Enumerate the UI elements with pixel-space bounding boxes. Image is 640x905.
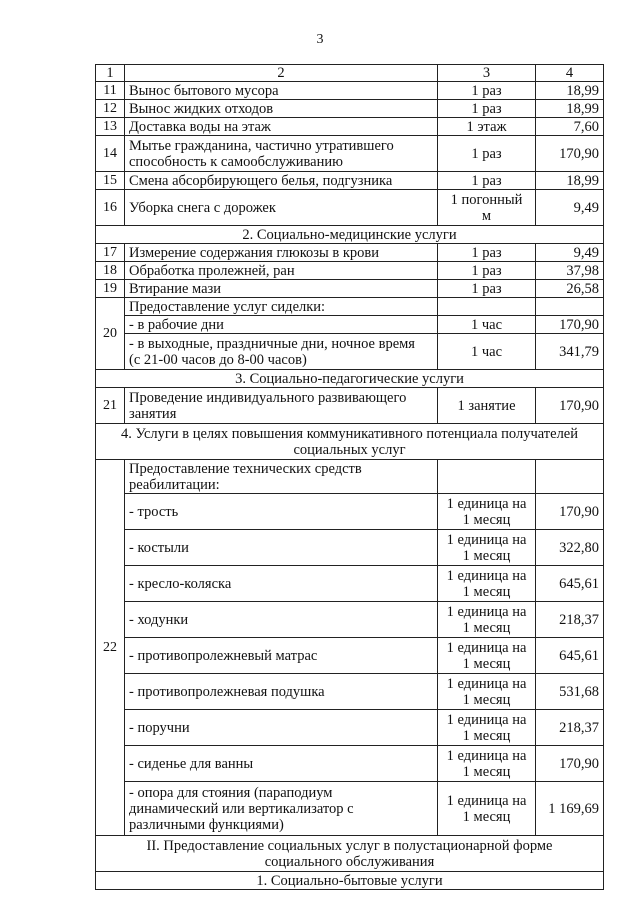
row-number: 13: [96, 118, 125, 136]
header-col-4: 4: [536, 65, 604, 82]
service-name: Обработка пролежней, ран: [125, 262, 438, 280]
service-name: - ходунки: [125, 602, 438, 638]
section-header-row: [96, 424, 604, 460]
service-name: - поручни: [125, 710, 438, 746]
table-row: [96, 280, 604, 298]
service-name: - противопролежневая подушка: [125, 674, 438, 710]
table-header-row: [96, 65, 604, 82]
service-unit: 1 раз: [438, 244, 536, 262]
row-number: 16: [96, 190, 125, 226]
table-subrow: [96, 602, 604, 638]
service-price: 170,90: [536, 316, 604, 334]
table-row: [96, 118, 604, 136]
service-unit: 1 единица на 1 месяц: [438, 638, 536, 674]
section-header-row: [96, 226, 604, 244]
service-price: 18,99: [536, 100, 604, 118]
row-number: 21: [96, 388, 125, 424]
service-price: 322,80: [536, 530, 604, 566]
service-name: - противопролежневый матрас: [125, 638, 438, 674]
service-name: Мытье гражданина, частично утратившего способность к самообслуживанию: [125, 136, 438, 172]
service-price: 170,90: [536, 746, 604, 782]
section-header-row: [96, 836, 604, 872]
service-name: Смена абсорбирующего белья, подгузника: [125, 172, 438, 190]
table-row: [96, 244, 604, 262]
service-name: Вынос бытового мусора: [125, 82, 438, 100]
service-price: 218,37: [536, 602, 604, 638]
row-number: 20: [96, 298, 125, 370]
row-number: 19: [96, 280, 125, 298]
row-number: 18: [96, 262, 125, 280]
service-price: 170,90: [536, 494, 604, 530]
service-group-title: Предоставление технических средств реабилитации:: [125, 460, 438, 494]
service-name: - кресло-коляска: [125, 566, 438, 602]
row-number: 15: [96, 172, 125, 190]
service-unit: 1 раз: [438, 136, 536, 172]
service-unit: 1 этаж: [438, 118, 536, 136]
table-row: [96, 388, 604, 424]
table-subrow: [96, 566, 604, 602]
section-title: 4. Услуги в целях повышения коммуникативного потенциала получателей социальных услуг: [96, 424, 604, 460]
service-name: Измерение содержания глюкозы в крови: [125, 244, 438, 262]
service-unit: 1 единица на 1 месяц: [438, 530, 536, 566]
service-unit: 1 занятие: [438, 388, 536, 424]
service-name: - трость: [125, 494, 438, 530]
service-name: Доставка воды на этаж: [125, 118, 438, 136]
table-subrow: [96, 530, 604, 566]
service-name: Проведение индивидуального развивающего занятия: [125, 388, 438, 424]
table-row: [96, 172, 604, 190]
service-unit: 1 раз: [438, 262, 536, 280]
table-subrow: [96, 782, 604, 836]
row-number: 11: [96, 82, 125, 100]
service-unit: 1 час: [438, 316, 536, 334]
table-subrow: [96, 710, 604, 746]
service-unit: 1 раз: [438, 172, 536, 190]
service-unit: 1 единица на 1 месяц: [438, 710, 536, 746]
service-unit: 1 час: [438, 334, 536, 370]
table-row: [96, 460, 604, 494]
service-price: 645,61: [536, 638, 604, 674]
service-name: - в выходные, праздничные дни, ночное время (с 21-00 часов до 8-00 часов): [125, 334, 438, 370]
service-price: 341,79: [536, 334, 604, 370]
service-unit: 1 раз: [438, 280, 536, 298]
header-col-1: 1: [96, 65, 125, 82]
service-price: 170,90: [536, 388, 604, 424]
table-subrow: [96, 746, 604, 782]
page-number: 3: [316, 32, 324, 47]
service-name: Вынос жидких отходов: [125, 100, 438, 118]
table-subrow: [96, 494, 604, 530]
service-unit: 1 единица на 1 месяц: [438, 746, 536, 782]
service-price: 26,58: [536, 280, 604, 298]
section-title: 2. Социально-медицинские услуги: [96, 226, 604, 244]
service-unit: 1 погонный м: [438, 190, 536, 226]
table-subrow: [96, 674, 604, 710]
section-header-row: [96, 370, 604, 388]
row-number: 22: [96, 460, 125, 836]
row-number: 14: [96, 136, 125, 172]
service-unit: 1 единица на 1 месяц: [438, 674, 536, 710]
service-price: 9,49: [536, 244, 604, 262]
row-number: 17: [96, 244, 125, 262]
service-unit: 1 раз: [438, 100, 536, 118]
service-unit: 1 единица на 1 месяц: [438, 566, 536, 602]
header-col-3: 3: [438, 65, 536, 82]
service-price: 18,99: [536, 82, 604, 100]
service-name: - опора для стояния (параподиум динамический или вертикализатор с различными функциями): [125, 782, 438, 836]
service-price-empty: [536, 298, 604, 316]
service-name: - в рабочие дни: [125, 316, 438, 334]
service-unit: 1 единица на 1 месяц: [438, 494, 536, 530]
table-row: [96, 100, 604, 118]
service-name: Уборка снега с дорожек: [125, 190, 438, 226]
service-price: 531,68: [536, 674, 604, 710]
service-name: Втирание мази: [125, 280, 438, 298]
service-unit-empty: [438, 298, 536, 316]
table-row: [96, 262, 604, 280]
section-title: 1. Социально-бытовые услуги: [96, 872, 604, 890]
service-price-empty: [536, 460, 604, 494]
row-number: 12: [96, 100, 125, 118]
section-title: II. Предоставление социальных услуг в полустационарной форме социального обслуживания: [96, 836, 604, 872]
service-price: 7,60: [536, 118, 604, 136]
tariff-table: [95, 64, 604, 890]
table-subrow: [96, 638, 604, 674]
service-price: 18,99: [536, 172, 604, 190]
service-unit: 1 единица на 1 месяц: [438, 782, 536, 836]
service-price: 218,37: [536, 710, 604, 746]
service-unit: 1 единица на 1 месяц: [438, 602, 536, 638]
service-price: 9,49: [536, 190, 604, 226]
section-title: 3. Социально-педагогические услуги: [96, 370, 604, 388]
service-price: 37,98: [536, 262, 604, 280]
section-header-row: [96, 872, 604, 890]
table-subrow: [96, 334, 604, 370]
header-col-2: 2: [125, 65, 438, 82]
table-row: [96, 82, 604, 100]
table-row: [96, 298, 604, 316]
service-price: 1 169,69: [536, 782, 604, 836]
service-unit-empty: [438, 460, 536, 494]
table-subrow: [96, 316, 604, 334]
service-name: - сиденье для ванны: [125, 746, 438, 782]
service-name: - костыли: [125, 530, 438, 566]
service-price: 170,90: [536, 136, 604, 172]
service-unit: 1 раз: [438, 82, 536, 100]
table-row: [96, 136, 604, 172]
service-price: 645,61: [536, 566, 604, 602]
table-row: [96, 190, 604, 226]
service-group-title: Предоставление услуг сиделки:: [125, 298, 438, 316]
